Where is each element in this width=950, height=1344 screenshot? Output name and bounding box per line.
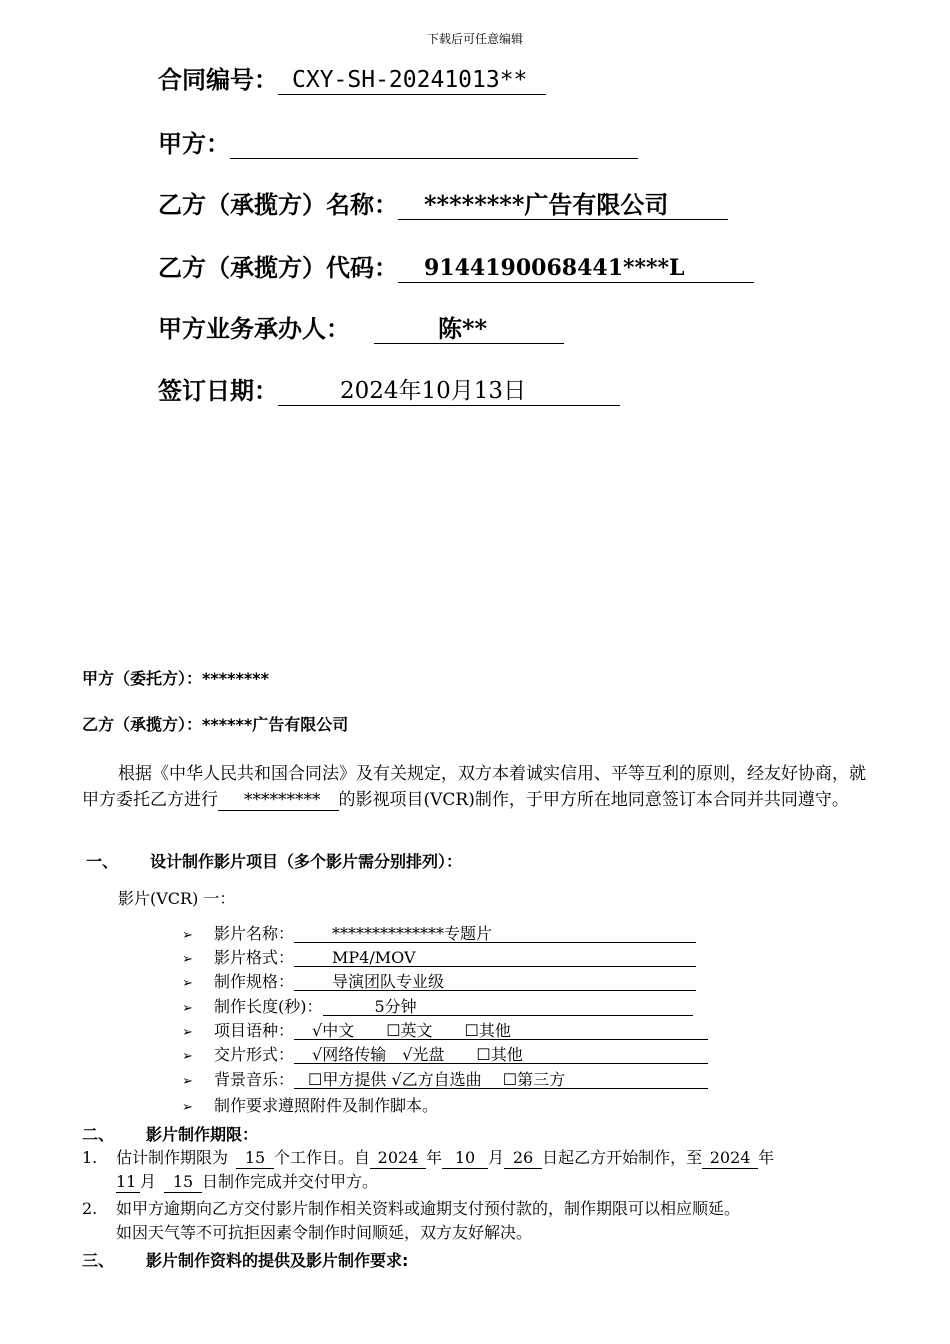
party-b-name-row — [158, 188, 728, 222]
start-day-blank: 26 — [504, 1147, 542, 1169]
intro-text-before: 根据《中华人民共和国合同法》及有关规定，双方本着诚实信用、平等互利的原则，经友好协商，就甲方委托乙方进行 — [82, 764, 866, 810]
arrow-bullet-icon: ➢ — [182, 1001, 193, 1016]
party-b-line: 乙方（承揽方）：******广告有限公司 — [82, 715, 349, 734]
section-2-title: 影片制作期限： — [146, 1125, 259, 1144]
item-number: 2. — [82, 1199, 98, 1218]
handler-row — [158, 312, 564, 346]
list-item — [182, 970, 696, 994]
intro-paragraph — [82, 761, 872, 813]
party-a-label: 甲方： — [158, 129, 230, 158]
item-value: √网络传输 √光盘 ☐其他 — [294, 1043, 708, 1064]
arrow-bullet-icon: ➢ — [182, 976, 193, 991]
party-b-code-value: 9144190068441****L — [398, 251, 754, 283]
section-1-number: 一、 — [86, 852, 119, 871]
section-1-title: 设计制作影片项目（多个影片需分别排列）： — [150, 852, 463, 871]
contract-number-row — [158, 63, 546, 97]
sign-date-label: 签订日期： — [158, 376, 278, 405]
item-label: 制作长度(秒)： — [214, 997, 323, 1016]
item-value: ☐甲方提供 √乙方自选曲 ☐第三方 — [294, 1068, 708, 1089]
arrow-bullet-icon: ➢ — [182, 928, 193, 943]
list-item — [182, 922, 696, 946]
list-item — [182, 1068, 708, 1092]
end-year-blank: 2024 — [702, 1147, 758, 1169]
list-item — [182, 946, 696, 970]
item-label: 交片形式： — [214, 1045, 295, 1064]
start-year-blank: 2024 — [370, 1147, 426, 1169]
sign-date-row — [158, 374, 620, 408]
party-b-code-label: 乙方（承揽方）代码： — [158, 253, 398, 282]
item-value: MP4/MOV — [294, 946, 696, 967]
intro-blank: ********* — [218, 790, 339, 811]
item-label: 影片名称： — [214, 924, 295, 943]
days-blank: 15 — [236, 1147, 274, 1169]
handler-label: 甲方业务承办人： — [158, 314, 350, 343]
item-value: 5分钟 — [323, 995, 693, 1016]
text: 年 — [426, 1148, 443, 1167]
item-label: 制作规格： — [214, 972, 295, 991]
section-1-heading — [86, 849, 462, 872]
contract-number-label: 合同编号： — [158, 65, 278, 94]
list-item — [182, 1094, 438, 1118]
arrow-bullet-icon: ➢ — [182, 1025, 193, 1040]
item-value: √中文 ☐英文 ☐其他 — [294, 1019, 708, 1040]
section-3-title: 影片制作资料的提供及影片制作要求: — [146, 1251, 409, 1270]
header-note: 下载后可任意编辑 — [426, 32, 523, 46]
party-a-line: 甲方（委托方）：******** — [82, 669, 269, 688]
section-3-heading — [82, 1248, 408, 1271]
party-b-name-value: ********广告有限公司 — [398, 188, 728, 220]
period-item-2 — [82, 1197, 740, 1245]
party-a-row — [158, 127, 638, 161]
period-item-1 — [82, 1146, 882, 1194]
text: 估计制作期限为 — [116, 1148, 229, 1167]
section-2-number: 二、 — [82, 1125, 115, 1144]
item-label: 影片格式： — [214, 948, 295, 967]
text: 年 — [758, 1148, 775, 1167]
text: 日制作完成并交付甲方。 — [202, 1172, 379, 1191]
section-3-number: 三、 — [82, 1251, 115, 1270]
vcr-subheading: 影片(VCR) 一： — [118, 889, 236, 908]
arrow-bullet-icon: ➢ — [182, 952, 193, 967]
list-item — [182, 1043, 708, 1067]
party-a-value — [230, 127, 638, 159]
text: 如因天气等不可抗拒因素令制作时间顺延，双方友好解决。 — [116, 1223, 533, 1242]
arrow-bullet-icon: ➢ — [182, 1049, 193, 1064]
text: 月 — [488, 1148, 505, 1167]
item-label: 背景音乐： — [214, 1070, 295, 1089]
end-month-blank: 11 — [116, 1171, 140, 1193]
item-value: **************专题片 — [294, 922, 696, 943]
contract-number-value: CXY-SH-20241013** — [278, 63, 546, 95]
sign-date-value: 2024年10月13日 — [278, 374, 620, 406]
item-label: 项目语种： — [214, 1021, 295, 1040]
start-month-blank: 10 — [442, 1147, 488, 1169]
text: 月 — [140, 1172, 157, 1191]
item-number: 1. — [82, 1148, 98, 1167]
arrow-bullet-icon: ➢ — [182, 1100, 193, 1115]
section-2-heading — [82, 1122, 258, 1145]
list-item — [182, 995, 693, 1019]
text: 个工作日。自 — [274, 1148, 371, 1167]
text: 日起乙方开始制作，至 — [542, 1148, 703, 1167]
party-b-name-label: 乙方（承揽方）名称： — [158, 190, 398, 219]
handler-value: 陈** — [374, 312, 564, 344]
end-day-blank: 15 — [164, 1171, 202, 1193]
party-b-code-row — [158, 251, 754, 285]
text: 如甲方逾期向乙方交付影片制作相关资料或逾期支付预付款的，制作期限可以相应顺延。 — [116, 1199, 741, 1218]
intro-text-after: 的影视项目(VCR)制作，于甲方所在地同意签订本合同并共同遵守。 — [338, 790, 849, 810]
list-item — [182, 1019, 708, 1043]
arrow-bullet-icon: ➢ — [182, 1074, 193, 1089]
item-value: 导演团队专业级 — [294, 970, 696, 991]
item-label: 制作要求遵照附件及制作脚本。 — [214, 1096, 439, 1115]
